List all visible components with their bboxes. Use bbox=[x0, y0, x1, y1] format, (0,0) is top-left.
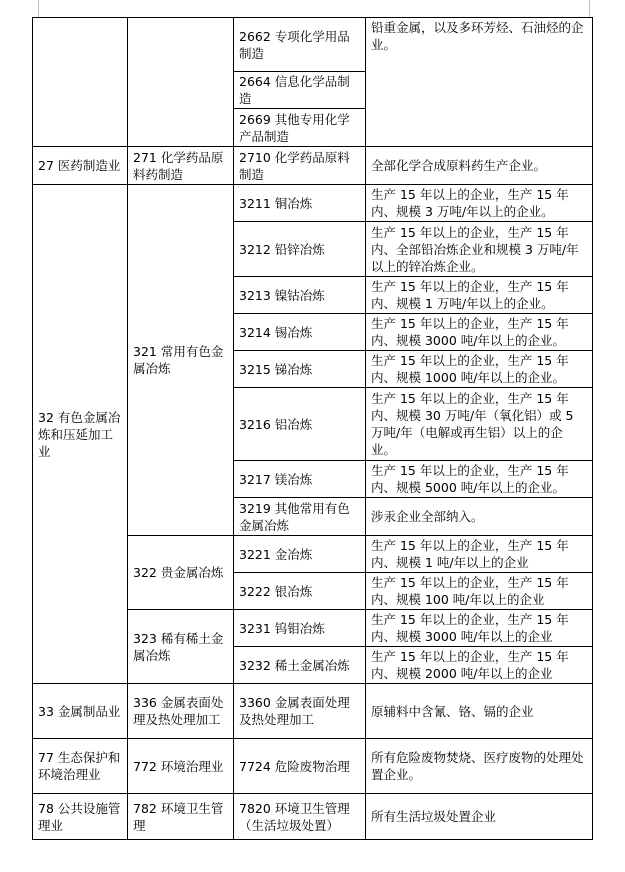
cell-description bbox=[366, 498, 593, 536]
medium-category-label: 271 化学药品原料药制造 bbox=[133, 149, 224, 182]
cell-description bbox=[366, 610, 593, 647]
cell-minor-category bbox=[234, 222, 366, 277]
cell-major-category bbox=[33, 147, 128, 185]
cell-minor-category bbox=[234, 794, 366, 840]
minor-category-label: 7724 危险废物治理 bbox=[239, 758, 350, 774]
cell-minor-category bbox=[234, 388, 366, 461]
table-row bbox=[33, 18, 593, 72]
cell-medium-category bbox=[128, 536, 234, 610]
major-category-label: 77 生态保护和环境治理业 bbox=[38, 750, 121, 782]
major-category-label: 32 有色金属冶炼和压延加工业 bbox=[38, 409, 121, 459]
description-text: 生产 15 年以上的企业，生产 15 年内、规模 1000 吨/年以上的企业。 bbox=[371, 353, 569, 385]
cell-minor-category bbox=[234, 498, 366, 536]
description-text: 所有生活垃圾处置企业 bbox=[371, 809, 497, 824]
cell-description bbox=[366, 147, 593, 185]
minor-category-label: 3360 金属表面处理及热处理加工 bbox=[239, 695, 350, 727]
table-row bbox=[33, 185, 593, 222]
cell-description bbox=[366, 647, 593, 684]
cell-description bbox=[366, 351, 593, 388]
cell-minor-category bbox=[234, 277, 366, 314]
industry-classification-table bbox=[32, 17, 593, 840]
minor-category-label: 3216 铝冶炼 bbox=[239, 416, 313, 432]
cell-description bbox=[366, 18, 593, 147]
cell-major-category bbox=[33, 739, 128, 794]
cell-minor-category bbox=[234, 314, 366, 351]
cell-medium-category bbox=[128, 147, 234, 185]
medium-category-label: 321 常用有色金属冶炼 bbox=[133, 344, 224, 376]
page-margin-mark-right bbox=[589, 0, 590, 18]
minor-category-label: 3211 铜冶炼 bbox=[239, 195, 313, 211]
cell-major-category bbox=[33, 684, 128, 739]
cell-description bbox=[366, 461, 593, 498]
cell-medium-category bbox=[128, 794, 234, 840]
description-text: 生产 15 年以上的企业，生产 15 年内、规模 100 吨/年以上的企业 bbox=[371, 575, 569, 607]
cell-description bbox=[366, 794, 593, 840]
page-margin-mark-left bbox=[38, 0, 39, 18]
minor-category-label: 7820 环境卫生管理（生活垃圾处置） bbox=[239, 800, 350, 833]
cell-minor-category bbox=[234, 185, 366, 222]
cell-minor-category bbox=[234, 72, 366, 109]
description-text: 生产 15 年以上的企业，生产 15 年内、规模 2000 吨/年以上的企业 bbox=[371, 649, 569, 681]
cell-major-category bbox=[33, 794, 128, 840]
minor-category-label: 3222 银冶炼 bbox=[239, 583, 313, 599]
table-row bbox=[33, 684, 593, 739]
cell-minor-category bbox=[234, 147, 366, 185]
major-category-label: 33 金属制品业 bbox=[38, 703, 121, 719]
cell-major-category bbox=[33, 18, 128, 147]
cell-minor-category bbox=[234, 18, 366, 72]
minor-category-label: 3219 其他常用有色金属冶炼 bbox=[239, 500, 350, 533]
minor-category-label: 2710 化学药品原料制造 bbox=[239, 149, 350, 182]
cell-minor-category bbox=[234, 647, 366, 684]
cell-description bbox=[366, 222, 593, 277]
minor-category-label: 3213 镍钴冶炼 bbox=[239, 287, 325, 303]
description-text: 铅重金属，以及多环芳烃、石油烃的企业。 bbox=[371, 20, 584, 52]
description-text: 生产 15 年以上的企业，生产 15 年内、规模 1 吨/年以上的企业 bbox=[371, 538, 569, 570]
cell-description bbox=[366, 277, 593, 314]
medium-category-label: 782 环境卫生管理 bbox=[133, 800, 224, 833]
minor-category-label: 3212 铅锌冶炼 bbox=[239, 241, 325, 257]
minor-category-label: 2664 信息化学品制造 bbox=[239, 74, 350, 106]
description-text: 生产 15 年以上的企业，生产 15 年内、规模 3 万吨/年以上的企业。 bbox=[371, 187, 569, 219]
cell-medium-category bbox=[128, 739, 234, 794]
cell-minor-category bbox=[234, 684, 366, 739]
table-row bbox=[33, 739, 593, 794]
cell-minor-category bbox=[234, 573, 366, 610]
description-text: 原辅料中含氰、铬、镉的企业 bbox=[371, 703, 534, 719]
cell-minor-category bbox=[234, 109, 366, 147]
description-text: 生产 15 年以上的企业，生产 15 年内、全部铅冶炼企业和规模 3 万吨/年以上的锌冶炼企业。 bbox=[371, 224, 579, 274]
minor-category-label: 3217 镁冶炼 bbox=[239, 471, 313, 487]
minor-category-label: 3221 金冶炼 bbox=[239, 546, 313, 562]
cell-description bbox=[366, 684, 593, 739]
minor-category-label: 3215 锑冶炼 bbox=[239, 361, 313, 377]
medium-category-label: 323 稀有稀土金属冶炼 bbox=[133, 630, 224, 663]
cell-description bbox=[366, 185, 593, 222]
cell-minor-category bbox=[234, 351, 366, 388]
major-category-label: 27 医药制造业 bbox=[38, 158, 121, 173]
description-text: 所有危险废物焚烧、医疗废物的处理处置企业。 bbox=[371, 750, 584, 782]
cell-minor-category bbox=[234, 536, 366, 573]
medium-category-label: 322 贵金属冶炼 bbox=[133, 565, 224, 580]
minor-category-label: 2669 其他专用化学产品制造 bbox=[239, 111, 350, 144]
cell-description bbox=[366, 388, 593, 461]
cell-medium-category bbox=[128, 18, 234, 147]
cell-minor-category bbox=[234, 610, 366, 647]
minor-category-label: 3232 稀土金属冶炼 bbox=[239, 657, 350, 673]
cell-medium-category bbox=[128, 610, 234, 684]
cell-minor-category bbox=[234, 739, 366, 794]
table-row bbox=[33, 147, 593, 185]
minor-category-label: 3231 钨钼冶炼 bbox=[239, 620, 325, 636]
cell-medium-category bbox=[128, 684, 234, 739]
cell-description bbox=[366, 573, 593, 610]
description-text: 生产 15 年以上的企业，生产 15 年内、规模 3000 吨/年以上的企业 bbox=[371, 612, 569, 644]
major-category-label: 78 公共设施管理业 bbox=[38, 800, 121, 833]
description-text: 生产 15 年以上的企业，生产 15 年内、规模 5000 吨/年以上的企业。 bbox=[371, 463, 569, 495]
description-text: 全部化学合成原料药生产企业。 bbox=[371, 158, 547, 173]
cell-description bbox=[366, 536, 593, 573]
medium-category-label: 772 环境治理业 bbox=[133, 758, 224, 774]
cell-major-category bbox=[33, 185, 128, 684]
cell-medium-category bbox=[128, 185, 234, 536]
description-text: 生产 15 年以上的企业，生产 15 年内、规模 3000 吨/年以上的企业。 bbox=[371, 316, 569, 348]
description-text: 生产 15 年以上的企业，生产 15 年内、规模 30 万吨/年（氧化铝）或 5 万吨/年（电解或再生铝）以上的企业。 bbox=[371, 391, 574, 457]
cell-description bbox=[366, 314, 593, 351]
cell-minor-category bbox=[234, 461, 366, 498]
description-text: 涉汞企业全部纳入。 bbox=[371, 509, 484, 524]
minor-category-label: 2662 专项化学用品制造 bbox=[239, 28, 350, 61]
cell-description bbox=[366, 739, 593, 794]
minor-category-label: 3214 锡冶炼 bbox=[239, 324, 313, 340]
medium-category-label: 336 金属表面处理及热处理加工 bbox=[133, 695, 224, 727]
table-row bbox=[33, 794, 593, 840]
description-text: 生产 15 年以上的企业，生产 15 年内、规模 1 万吨/年以上的企业。 bbox=[371, 279, 569, 311]
